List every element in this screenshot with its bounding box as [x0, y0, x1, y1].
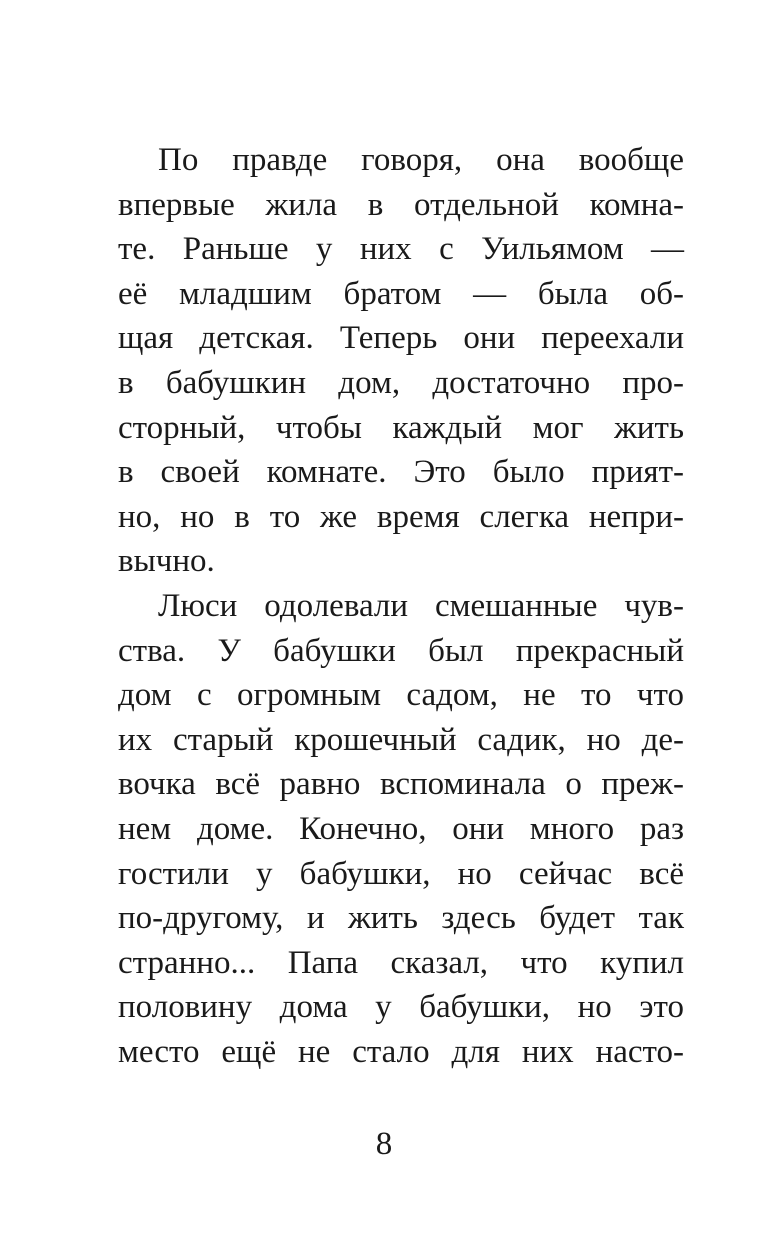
book-text [118, 138, 684, 1074]
text-line: дом с огромным садом, не то что [118, 677, 684, 714]
text-line: вычно. [118, 543, 215, 580]
text-line: нем доме. Конечно, они много раз [118, 810, 684, 847]
text-line: По правде говоря, она вообще [158, 142, 684, 178]
text-line: вочка всё равно вспоминала о преж- [118, 766, 684, 803]
page-number: 8 [375, 1126, 393, 1162]
text-line: впервые жила в отдельной комна- [118, 186, 684, 223]
text-line: сторный, чтобы каждый мог жить [118, 409, 684, 446]
text-line: половину дома у бабушки, но это [118, 989, 684, 1026]
text-line: щая детская. Теперь они переехали [118, 320, 684, 357]
text-line: гостили у бабушки, но сейчас всё [118, 855, 684, 892]
text-line: но, но в то же время слегка непри- [118, 498, 684, 535]
text-line: ства. У бабушки был прекрасный [118, 632, 684, 669]
text-line: Люси одолевали смешанные чув- [158, 587, 684, 624]
text-line: в бабушкин дом, достаточно про- [118, 364, 684, 401]
text-line: странно... Папа сказал, что купил [118, 944, 684, 981]
text-line: место ещё не стало для них насто- [118, 1033, 684, 1070]
text-line: по-другому, и жить здесь будет так [118, 900, 684, 937]
text-line: те. Раньше у них с Уильямом — [118, 231, 684, 268]
text-line: в своей комнате. Это было прият- [118, 454, 684, 491]
text-line: её младшим братом — была об- [118, 275, 684, 312]
text-line: их старый крошечный садик, но де- [118, 721, 684, 758]
